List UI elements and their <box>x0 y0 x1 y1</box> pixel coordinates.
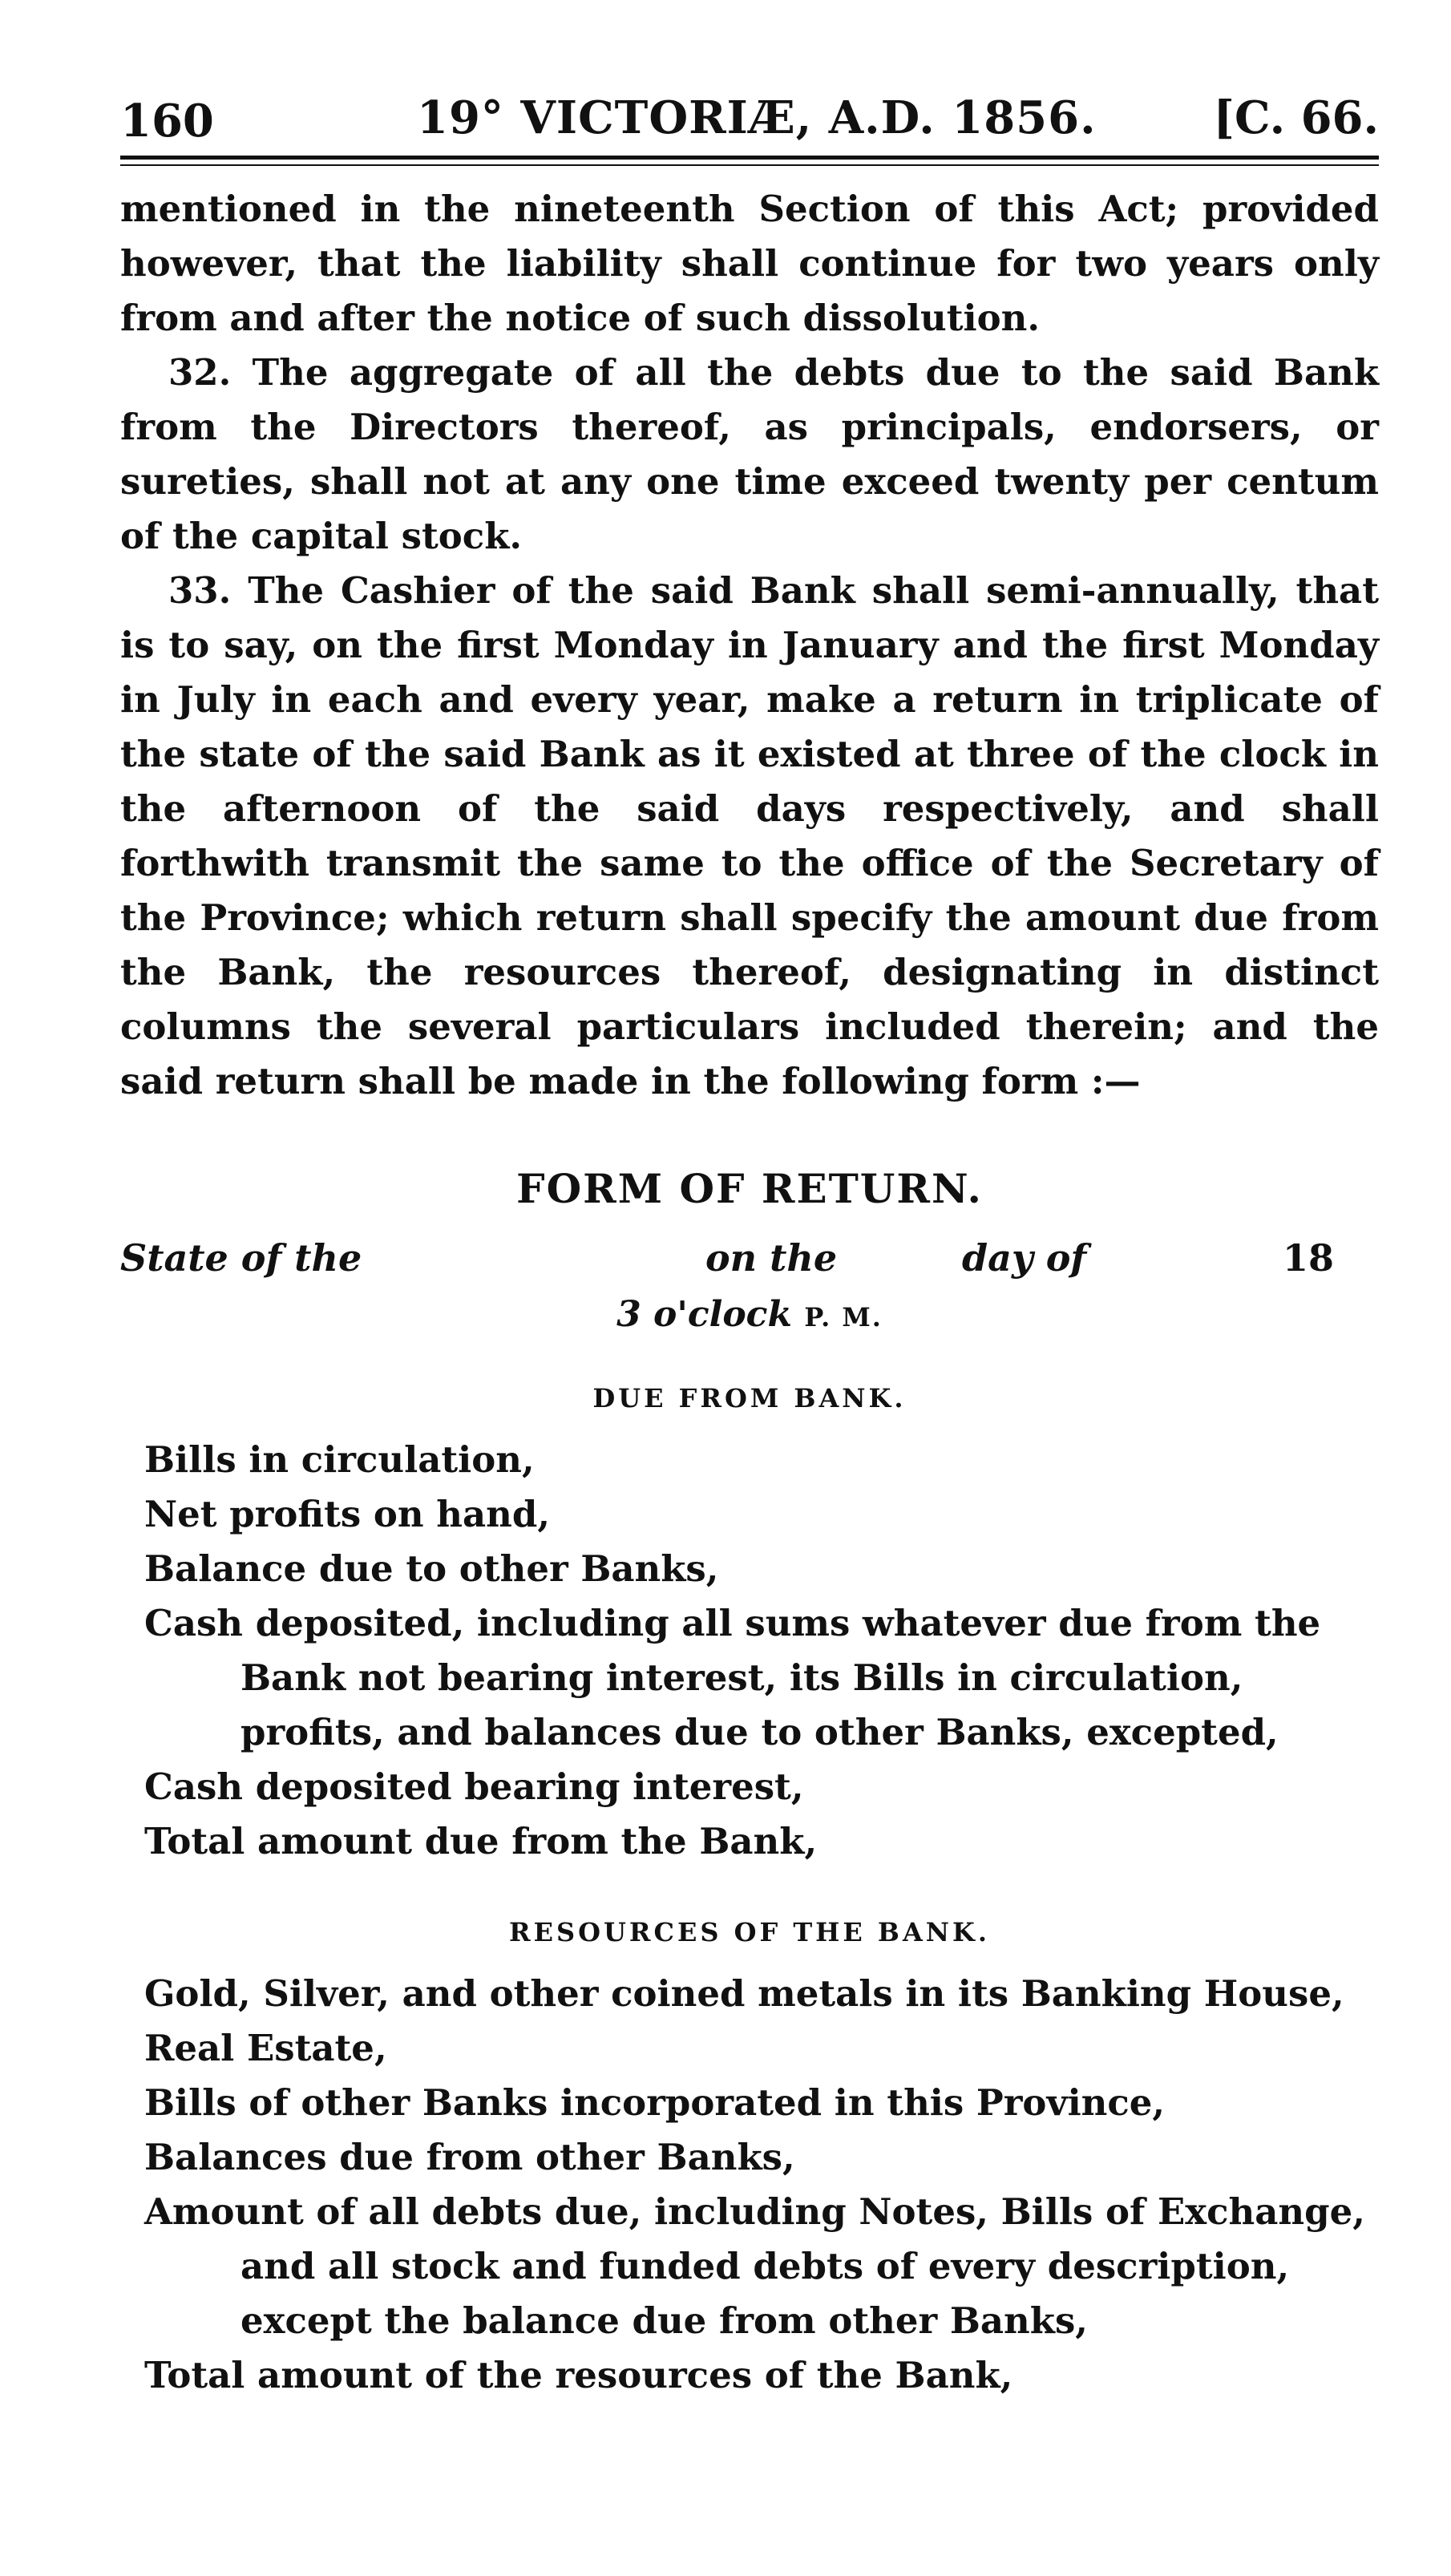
resources-list <box>120 1967 1379 2403</box>
form-title: FORM OF RETURN. <box>516 1165 983 1212</box>
header-rule-thick <box>120 156 1379 160</box>
running-title: 19° VICTORIÆ, A.D. 1856. <box>417 91 1097 144</box>
paragraph-continuation: mentioned in the nineteenth Section of this Act; provided however, that the liability shall continue for two years only from and after the notice of such dissolution. <box>120 188 1379 339</box>
due-item: Cash deposited bearing interest, <box>144 1765 804 1808</box>
year-label: 18 <box>1283 1236 1335 1280</box>
chapter-reference: [C. 66. <box>1213 91 1379 144</box>
page-number: 160 <box>120 95 214 148</box>
resource-item: Total amount of the resources of the Bank, <box>144 2354 1013 2396</box>
section-32: 32. The aggregate of all the debts due to the said Bank from the Directors thereof, as principals, endorsers, or sureties, shall not at any one time exceed twenty per centum of the capital stock. <box>120 351 1379 557</box>
day-of-label: day of <box>962 1236 1087 1280</box>
document-page <box>120 80 1379 2403</box>
header-rule-thin <box>120 164 1379 166</box>
section-33: 33. The Cashier of the said Bank shall semi-annually, that is to say, on the first Monday in January and the first Monday in July in each and every year, make a return in triplicate of the state of the said Bank as it existed at three of the clock in the afternoon of the said days respectively, and shall forthwith transmit the same to the office of the Secretary of the Province; which return shall specify the amount due from the Bank, the resources thereof, designating in distinct columns the several particulars included therein; and the said return shall be made in the following form :— <box>120 569 1379 1102</box>
page-header <box>120 80 1379 152</box>
due-item: Cash deposited, including all sums whatever due from the Bank not bearing interest, its Bills in circulation, profits, and balances due to other Banks, excepted, <box>144 1602 1321 1753</box>
resource-item: Amount of all debts due, including Notes, Bills of Exchange, and all stock and funded debts of every description, except the balance due from other Banks, <box>144 2190 1365 2342</box>
on-the-label: on the <box>705 1236 838 1280</box>
form-state-line <box>120 1236 1379 1300</box>
pm-label: P. M. <box>804 1302 883 1332</box>
resource-item: Gold, Silver, and other coined metals in its Banking House, <box>144 1972 1344 2015</box>
resource-item: Balances due from other Banks, <box>144 2136 795 2178</box>
resources-heading: RESOURCES OF THE BANK. <box>509 1917 990 1947</box>
body-text <box>120 182 1379 1109</box>
resource-item: Real Estate, <box>144 2027 387 2069</box>
due-item: Balance due to other Banks, <box>144 1547 719 1590</box>
time-label: 3 o'clock <box>616 1294 792 1335</box>
due-item: Net profits on hand, <box>144 1493 551 1535</box>
resource-item: Bills of other Banks incorporated in this Province, <box>144 2081 1166 2124</box>
due-item: Total amount due from the Bank, <box>144 1820 818 1862</box>
due-from-bank-heading: DUE FROM BANK. <box>592 1383 907 1413</box>
due-item: Bills in circulation, <box>144 1438 535 1481</box>
state-of-label: State of the <box>120 1236 362 1280</box>
due-from-bank-list <box>120 1433 1379 1869</box>
